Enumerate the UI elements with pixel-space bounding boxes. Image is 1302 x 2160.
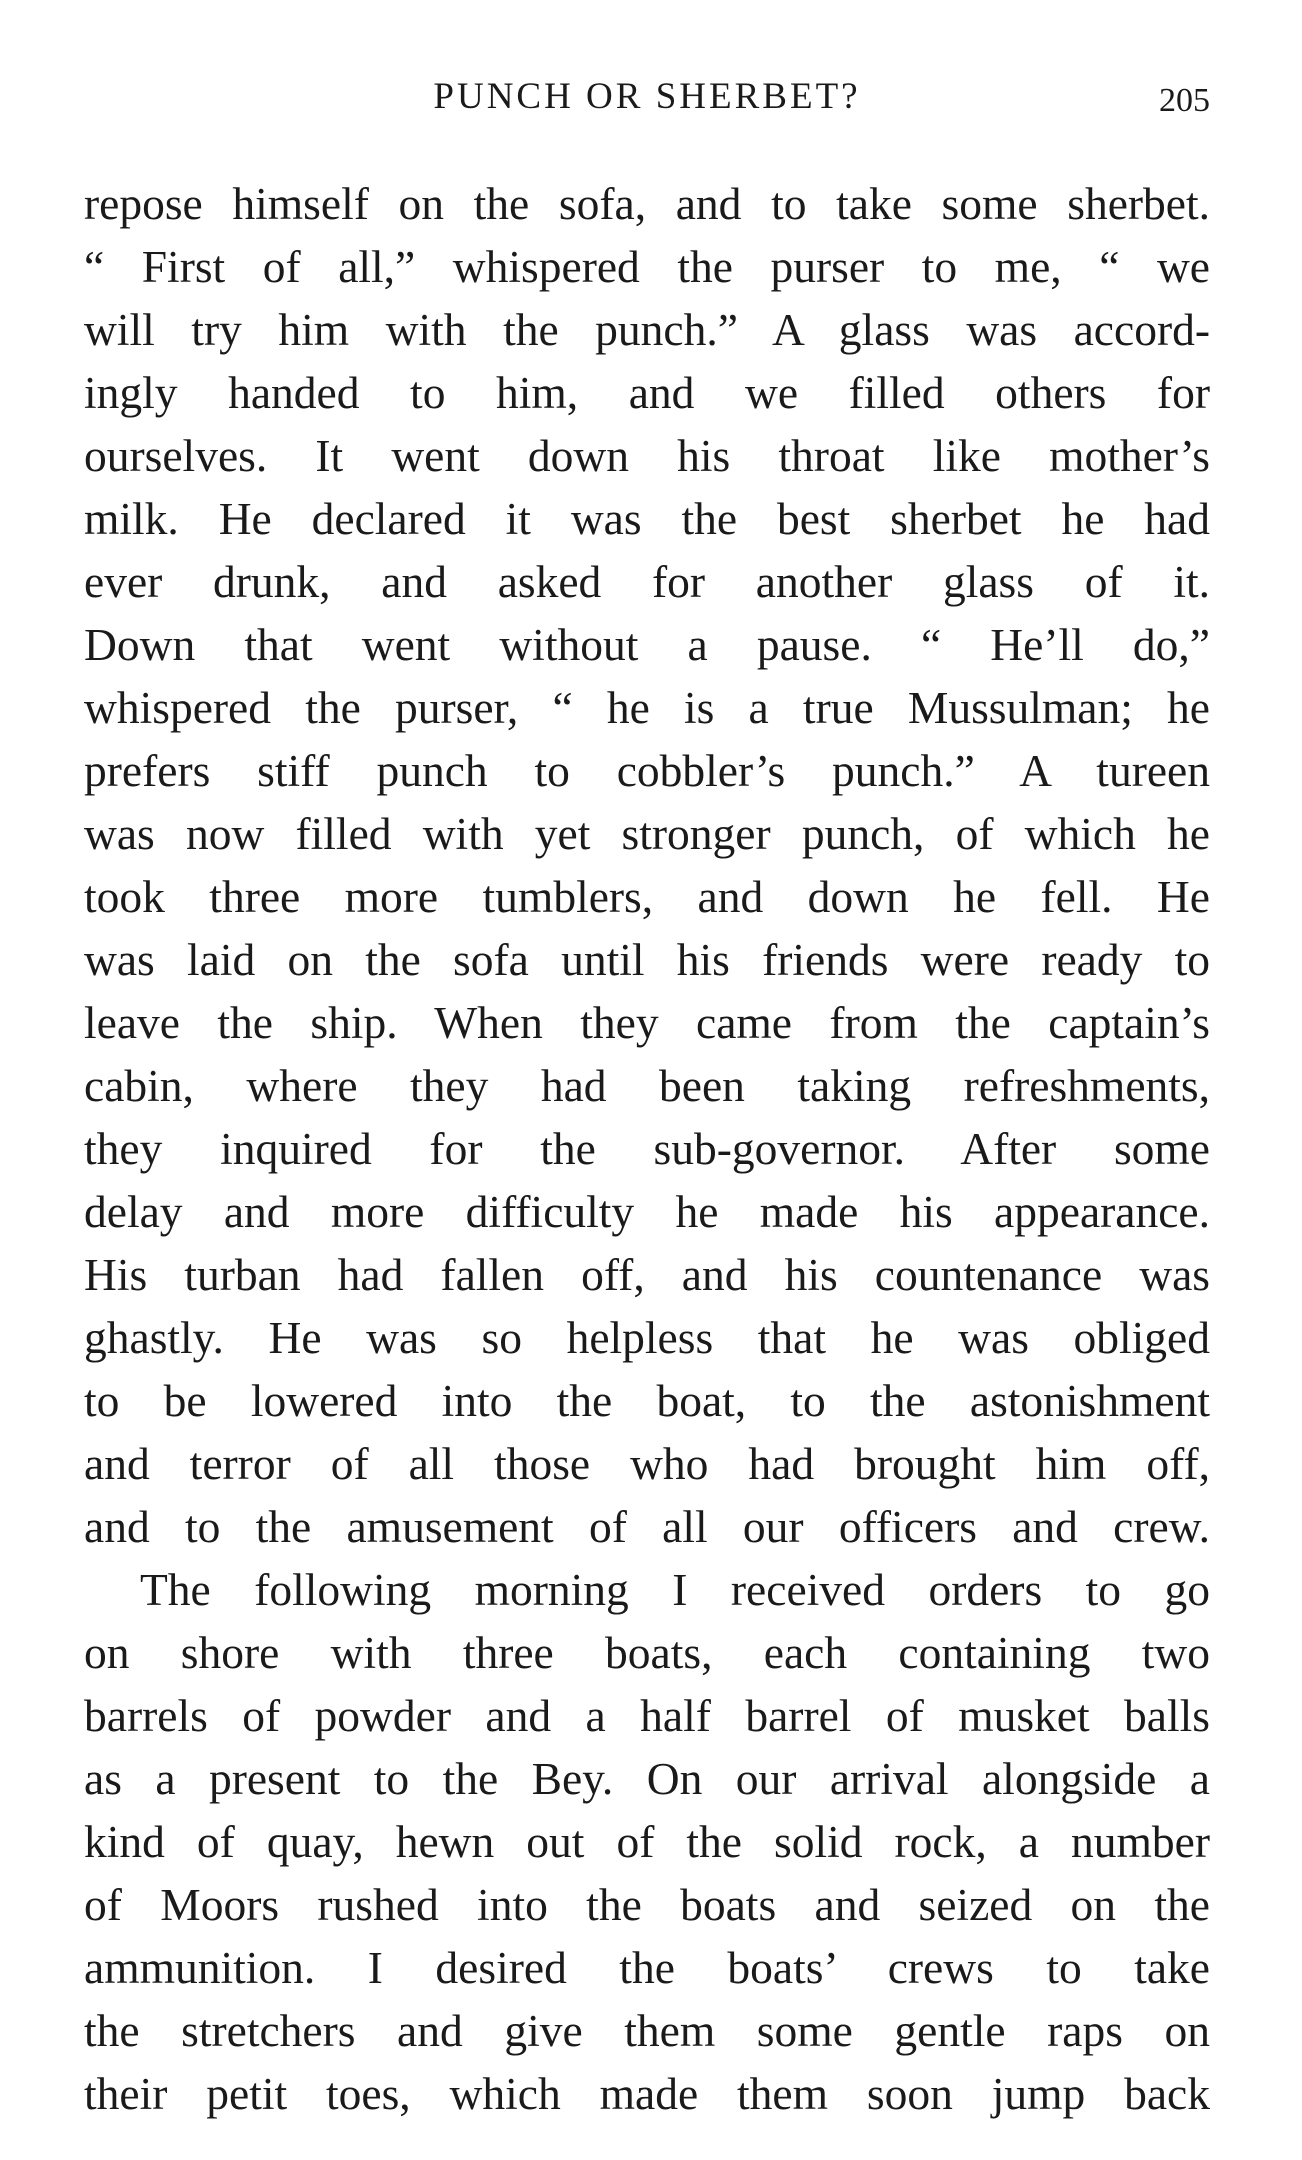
running-title: PUNCH OR SHERBET? — [433, 76, 861, 117]
body-text — [84, 172, 1210, 2125]
text-line: ingly handed to him, and we filled others for — [84, 367, 1210, 418]
text-line: took three more tumblers, and down he fell. He — [84, 871, 1210, 922]
text-line: delay and more difficulty he made his appearance. — [84, 1186, 1210, 1237]
text-line: was laid on the sofa until his friends were ready to — [84, 934, 1210, 985]
text-line: on shore with three boats, each containing two — [84, 1627, 1210, 1678]
text-line: milk. He declared it was the best sherbet he had — [84, 493, 1210, 544]
text-line: and terror of all those who had brought him off, — [84, 1438, 1210, 1489]
text-line: leave the ship. When they came from the captain’s — [84, 997, 1210, 1048]
text-line: prefers stiff punch to cobbler’s punch.” A tureen — [84, 745, 1210, 796]
paragraph-end-line: and to the amusement of all our officers and crew. — [84, 1501, 1210, 1552]
text-line: ever drunk, and asked for another glass of it. — [84, 556, 1210, 607]
running-header — [84, 72, 1210, 122]
text-line: ghastly. He was so helpless that he was obliged — [84, 1312, 1210, 1363]
text-line: their petit toes, which made them soon jump back — [84, 2068, 1210, 2119]
text-line: repose himself on the sofa, and to take some sherbet. — [84, 178, 1210, 229]
text-line: will try him with the punch.” A glass was accord- — [84, 304, 1210, 355]
text-line: of Moors rushed into the boats and seized on the — [84, 1879, 1210, 1930]
page-number: 205 — [1159, 82, 1210, 119]
text-line: barrels of powder and a half barrel of musket balls — [84, 1690, 1210, 1741]
text-line: ourselves. It went down his throat like mother’s — [84, 430, 1210, 481]
paragraph-start-line: The following morning I received orders to go — [140, 1564, 1210, 1615]
text-line: to be lowered into the boat, to the astonishment — [84, 1375, 1210, 1426]
text-line: kind of quay, hewn out of the solid rock, a number — [84, 1816, 1210, 1867]
text-line: was now filled with yet stronger punch, of which he — [84, 808, 1210, 859]
text-line: ammunition. I desired the boats’ crews to take — [84, 1942, 1210, 1993]
text-line: as a present to the Bey. On our arrival alongside a — [84, 1753, 1210, 1804]
text-line: Down that went without a pause. “ He’ll do,” — [84, 619, 1210, 670]
text-line: they inquired for the sub-governor. After some — [84, 1123, 1210, 1174]
text-line: the stretchers and give them some gentle raps on — [84, 2005, 1210, 2056]
text-line: whispered the purser, “ he is a true Mussulman; he — [84, 682, 1210, 733]
text-line: His turban had fallen off, and his countenance was — [84, 1249, 1210, 1300]
text-line: cabin, where they had been taking refreshments, — [84, 1060, 1210, 1111]
text-line: “ First of all,” whispered the purser to me, “ we — [84, 241, 1210, 292]
